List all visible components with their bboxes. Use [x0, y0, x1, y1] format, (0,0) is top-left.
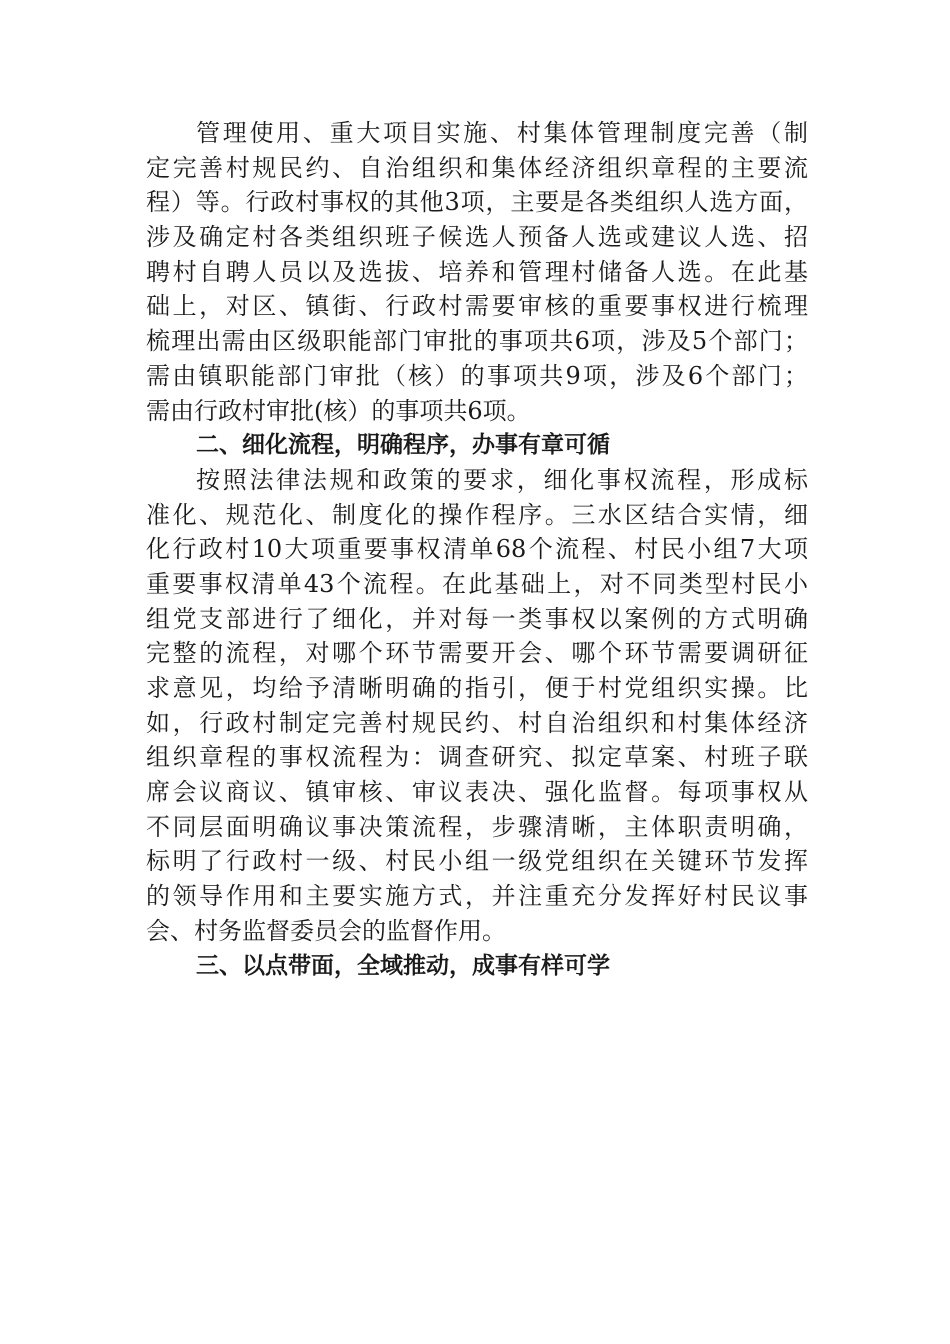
- text-line: 会、村务监督委员会的监督作用。: [146, 916, 506, 945]
- text-line: 求意见，均给予清晰明确的指引，便于村党组织实操。比: [146, 674, 808, 702]
- text-line: 程）等。行政村事权的其他3项，主要是各类组织人选方面，: [146, 188, 808, 217]
- text-line: 的领导作用和主要实施方式，并注重充分发挥好村民议事: [146, 882, 808, 911]
- text-line: 重要事权清单43个流程。在此基础上，对不同类型村民小: [146, 569, 808, 598]
- text-line: 组织章程的事权流程为：调查研究、拟定草案、村班子联: [146, 743, 808, 772]
- section-heading-3: 三、以点带面，全域推动，成事有样可学: [196, 952, 610, 979]
- section-heading-2: 二、细化流程，明确程序，办事有章可循: [196, 432, 610, 459]
- text-line: 准化、规范化、制度化的操作程序。三水区结合实情，细: [146, 500, 808, 529]
- text-line: 础上，对区、镇街、行政村需要审核的重要事权进行梳理: [146, 292, 808, 321]
- paragraph-1: [146, 116, 808, 428]
- text-line: 按照法律法规和政策的要求，细化事权流程，形成标: [196, 465, 808, 494]
- paragraph-2: [146, 463, 808, 949]
- text-line: 席会议商议、镇审核、审议表决、强化监督。每项事权从: [146, 778, 808, 807]
- text-line: 定完善村规民约、自治组织和集体经济组织章程的主要流: [146, 153, 808, 182]
- text-line: 管理使用、重大项目实施、村集体管理制度完善（制: [196, 119, 808, 147]
- text-line: 梳理出需由区级职能部门审批的事项共6项，涉及5个部门；: [146, 327, 808, 356]
- text-line: 标明了行政村一级、村民小组一级党组织在关键环节发挥: [146, 847, 808, 876]
- document-page: [146, 116, 808, 983]
- text-line: 涉及确定村各类组织班子候选人预备人选或建议人选、招: [146, 223, 808, 252]
- text-line: 化行政村10大项重要事权清单68个流程、村民小组7大项: [146, 535, 808, 564]
- text-line: 不同层面明确议事决策流程，步骤清晰，主体职责明确，: [146, 812, 808, 841]
- text-line: 如，行政村制定完善村规民约、村自治组织和村集体经济: [146, 708, 808, 737]
- text-line: 聘村自聘人员以及选拔、培养和管理村储备人选。在此基: [146, 257, 808, 286]
- text-line: 需由镇职能部门审批（核）的事项共9项，涉及6个部门；: [146, 361, 808, 390]
- text-line: 需由行政村审批(核）的事项共6项。: [146, 396, 531, 425]
- text-line: 组党支部进行了细化，并对每一类事权以案例的方式明确: [146, 604, 808, 633]
- text-line: 完整的流程，对哪个环节需要开会、哪个环节需要调研征: [146, 639, 808, 668]
